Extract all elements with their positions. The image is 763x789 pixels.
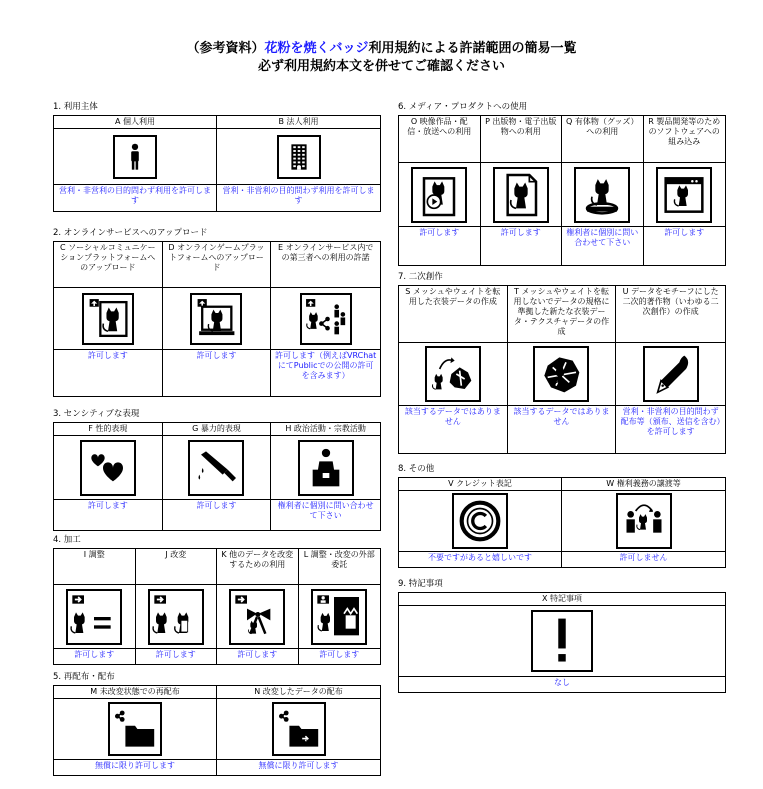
knife-icon xyxy=(188,440,244,496)
title-highlight: 花粉を焼くバッジ xyxy=(264,41,369,56)
hearts-icon xyxy=(80,440,136,496)
permission-item xyxy=(399,478,562,567)
permission-item xyxy=(54,549,136,664)
icon-cell xyxy=(562,491,725,552)
item-header: C ソーシャルコミュニケーションプラットフォームへのアップロード xyxy=(54,242,162,288)
item-result: 許可します xyxy=(500,228,541,237)
permission-table xyxy=(53,241,381,397)
section-title: 9. 特記事項 xyxy=(398,579,443,589)
section-s7 xyxy=(398,271,726,454)
item-header: A 個人利用 xyxy=(54,116,216,129)
icon-cell xyxy=(399,606,725,677)
icon-cell xyxy=(54,288,162,350)
permission-table xyxy=(398,115,726,266)
pen-nib-icon xyxy=(643,346,699,402)
icon-cell xyxy=(399,163,480,227)
permission-item xyxy=(399,593,725,692)
item-header: J 改変 xyxy=(136,549,217,585)
permission-item xyxy=(163,242,272,396)
permission-item xyxy=(299,549,381,664)
permission-table xyxy=(53,422,381,531)
upload-game-icon xyxy=(190,293,242,345)
item-result: 営利・非営利の目的問わず配布等（頒布、送信を含む）を許可します xyxy=(620,407,721,436)
permission-item xyxy=(271,423,380,530)
transfer-rights-icon xyxy=(616,493,672,549)
icon-cell xyxy=(644,163,726,227)
outsource-icon xyxy=(311,589,367,645)
permission-item xyxy=(54,116,217,211)
section-s1 xyxy=(53,101,381,212)
icon-cell xyxy=(616,343,725,406)
item-header: R 製品開発等のためのソフトウェアへの組み込み xyxy=(644,116,726,163)
item-header: U データをモチーフにした二次的著作物（いわゆる二次創作）の作成 xyxy=(616,286,725,343)
item-result: 該当するデータではありません xyxy=(513,407,610,426)
title-rest: 利用規約による許諾範囲の簡易一覧 xyxy=(368,41,577,56)
item-result: 許可します xyxy=(319,650,360,659)
item-result: 許可します xyxy=(196,351,237,360)
item-header: V クレジット表記 xyxy=(399,478,561,491)
permission-item xyxy=(271,242,380,396)
item-header: Q 有体物（グッズ）への利用 xyxy=(562,116,643,163)
icon-cell xyxy=(399,343,507,406)
permission-item xyxy=(562,478,725,567)
item-header: I 調整 xyxy=(54,549,135,585)
item-header: L 調整・改変の外部委託 xyxy=(299,549,381,585)
icon-cell xyxy=(136,585,217,649)
item-result: 営利・非営利の目的問わず利用を許可します xyxy=(59,186,211,205)
item-header: B 法人利用 xyxy=(217,116,380,129)
item-result: 無償に限り許可します xyxy=(95,761,175,770)
item-result: 許可します（例えばVRChatにてPublicでの公開の許可を含みます） xyxy=(274,351,377,380)
item-result: 許可します xyxy=(196,501,237,510)
icon-cell xyxy=(54,436,162,500)
icon-cell xyxy=(54,699,216,760)
permission-item xyxy=(562,116,644,265)
item-header: T メッシュやウェイトを転用しないでデータの規格に準拠した新たな衣装データ・テクスチャデータの作成 xyxy=(508,286,616,343)
permission-table xyxy=(398,592,726,693)
section-title: 3. センシティブな表現 xyxy=(53,409,140,419)
icon-cell xyxy=(271,436,380,500)
permission-item xyxy=(508,286,617,453)
item-result: 権利者に個別に問い合わせて下さい xyxy=(277,501,374,520)
building-icon xyxy=(277,135,321,179)
adjust-icon xyxy=(66,589,122,645)
section-title: 2. オンラインサービスへのアップロード xyxy=(53,228,208,238)
section-s4 xyxy=(53,534,381,665)
item-header: S メッシュやウェイトを転用した衣装データの作成 xyxy=(399,286,507,343)
item-result: 許可します xyxy=(237,650,278,659)
item-result: 許可します xyxy=(155,650,196,659)
permission-item xyxy=(217,686,380,775)
item-result: 許可します xyxy=(87,501,128,510)
permission-item xyxy=(54,686,217,775)
permission-table xyxy=(53,548,381,665)
item-result: 不要ですがあると嬉しいです xyxy=(428,553,532,562)
section-title: 5. 再配布・配布 xyxy=(53,672,115,682)
icon-cell xyxy=(299,585,381,649)
permission-item xyxy=(163,423,272,530)
permission-item xyxy=(644,116,726,265)
permission-item xyxy=(54,423,163,530)
video-icon xyxy=(411,167,467,223)
item-result: なし xyxy=(554,678,570,687)
item-result: 許可します xyxy=(74,650,115,659)
permission-item xyxy=(217,116,380,211)
section-s6 xyxy=(398,101,726,266)
icon-cell xyxy=(163,288,271,350)
section-title: 4. 加工 xyxy=(53,535,81,545)
page-subtitle: 必ず利用規約本文を併せてご確認ください xyxy=(257,59,505,74)
item-result: 営利・非営利の目的問わず利用を許可します xyxy=(222,186,375,205)
page-title xyxy=(0,40,763,58)
section-s3 xyxy=(53,408,381,531)
copyright-icon xyxy=(452,493,508,549)
permission-item xyxy=(136,549,218,664)
permission-item xyxy=(217,549,299,664)
permission-table xyxy=(398,285,726,454)
item-header: N 改変したデータの配布 xyxy=(217,686,380,699)
icon-cell xyxy=(399,491,561,552)
section-title: 6. メディア・プロダクトへの使用 xyxy=(398,102,528,112)
section-s8 xyxy=(398,463,726,568)
share-modified-icon xyxy=(272,702,326,756)
item-header: W 権利義務の譲渡等 xyxy=(562,478,725,491)
modify-icon xyxy=(148,589,204,645)
document-icon xyxy=(493,167,549,223)
permission-item xyxy=(399,286,508,453)
section-title: 1. 利用主体 xyxy=(53,102,98,112)
section-s9 xyxy=(398,578,726,693)
item-result: 該当するデータではありません xyxy=(404,407,501,426)
item-result: 無償に限り許可します xyxy=(258,761,339,770)
permission-item xyxy=(616,286,725,453)
podium-icon xyxy=(298,440,354,496)
item-header: E オンラインサービス内での第三者への利用の許諾 xyxy=(271,242,380,288)
permission-item xyxy=(399,116,481,265)
ribbon-icon xyxy=(229,589,285,645)
icon-cell xyxy=(163,436,271,500)
item-result: 許可します xyxy=(419,228,460,237)
title-paren: （参考資料） xyxy=(186,41,265,56)
icon-cell xyxy=(54,585,135,649)
permission-table xyxy=(53,685,381,776)
permission-table xyxy=(53,115,381,212)
item-header: O 映像作品・配信・放送への利用 xyxy=(399,116,480,163)
section-s5 xyxy=(53,671,381,776)
icon-cell xyxy=(271,288,380,350)
item-header: H 政治活動・宗教活動 xyxy=(271,423,380,436)
permission-item xyxy=(54,242,163,396)
icon-cell xyxy=(508,343,616,406)
icon-cell xyxy=(217,699,380,760)
costume-transfer-icon xyxy=(425,346,481,402)
icon-cell xyxy=(217,585,298,649)
icon-cell xyxy=(562,163,643,227)
icon-cell xyxy=(217,129,380,185)
share-third-party-icon xyxy=(300,293,352,345)
share-folder-icon xyxy=(108,702,162,756)
item-header: P 出版物・電子出版物への利用 xyxy=(481,116,562,163)
item-header: X 特記事項 xyxy=(399,593,725,606)
item-header: K 他のデータを改変するための利用 xyxy=(217,549,298,585)
item-header: F 性的表現 xyxy=(54,423,162,436)
section-title: 8. その他 xyxy=(398,464,435,474)
figure-icon xyxy=(574,167,630,223)
permission-table xyxy=(398,477,726,568)
software-window-icon xyxy=(656,167,712,223)
upload-social-icon xyxy=(82,293,134,345)
item-result: 許可します xyxy=(664,228,705,237)
exclamation-icon xyxy=(531,610,593,672)
section-s2 xyxy=(53,227,381,397)
item-header: G 暴力的表現 xyxy=(163,423,271,436)
icon-cell xyxy=(481,163,562,227)
icon-cell xyxy=(54,129,216,185)
section-title: 7. 二次創作 xyxy=(398,272,443,282)
item-result: 許可しません xyxy=(619,553,668,562)
item-result: 許可します xyxy=(87,351,128,360)
item-result: 権利者に個別に問い合わせて下さい xyxy=(566,228,639,247)
person-icon xyxy=(113,135,157,179)
item-header: M 未改変状態での再配布 xyxy=(54,686,216,699)
costume-new-icon xyxy=(533,346,589,402)
permission-item xyxy=(481,116,563,265)
item-header: D オンラインゲームプラットフォームへのアップロード xyxy=(163,242,271,288)
